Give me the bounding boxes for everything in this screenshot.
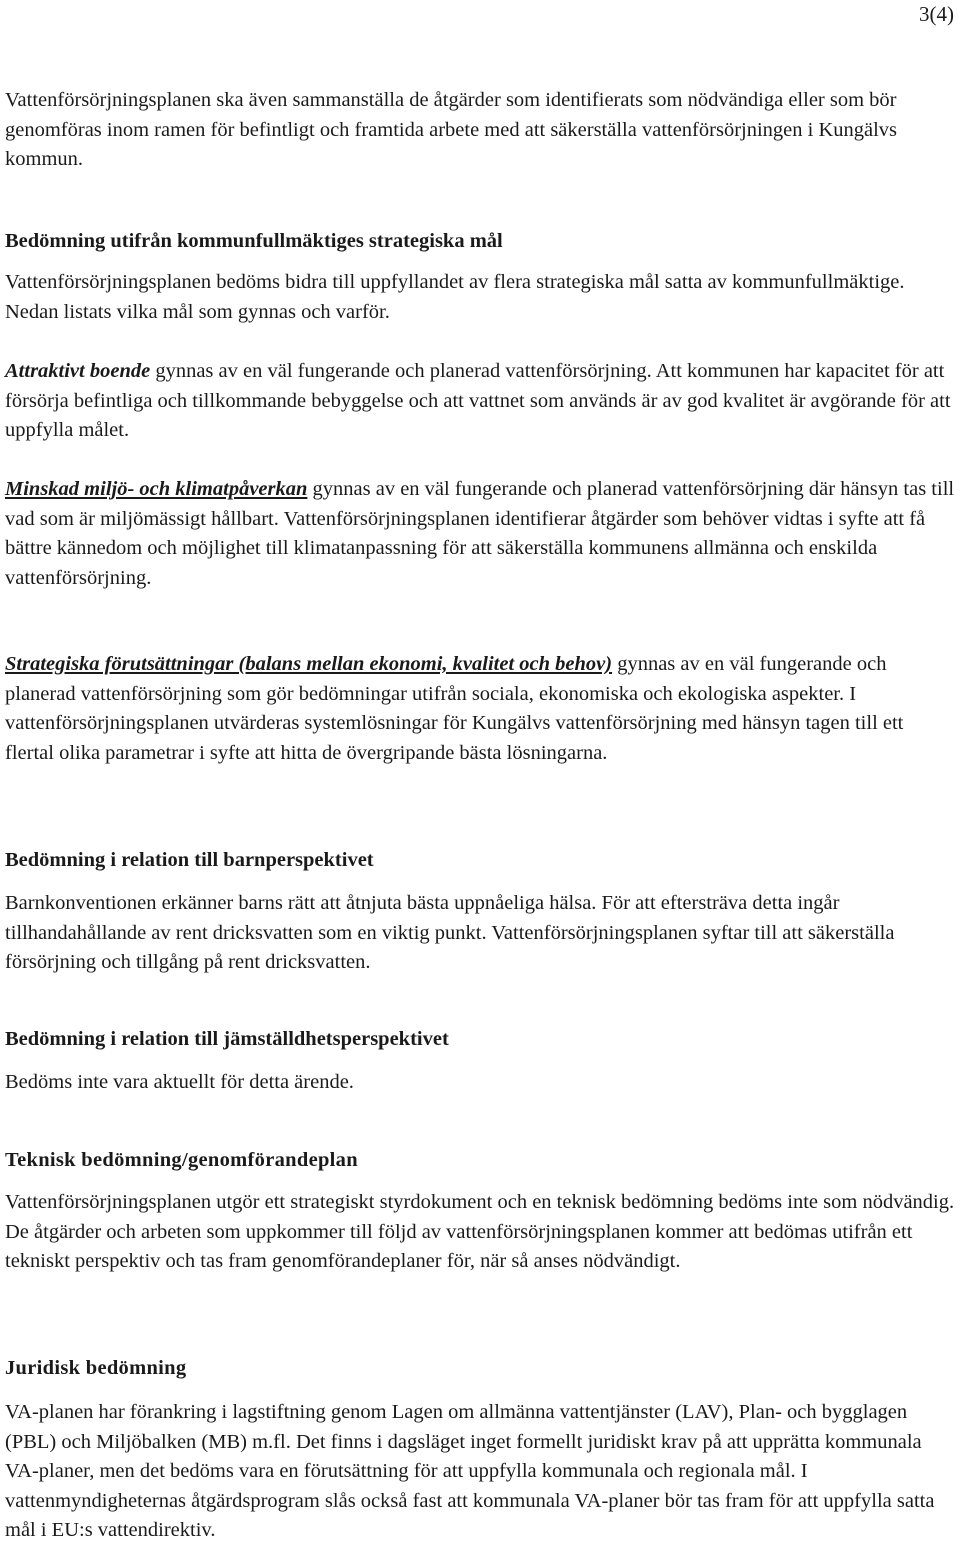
goal-strategiska-forutsattningar (5, 650, 957, 768)
jamstalldhet-paragraph: Bedöms inte vara aktuellt för detta ärende. (5, 1071, 354, 1093)
strategic-goals-paragraph: Vattenförsörjningsplanen bedöms bidra till uppfyllandet av flera strategiska mål satta av kommunfullmäktige. Nedan listats vilka mål som gynnas och varför. (5, 271, 905, 323)
barnperspektivet-paragraph: Barnkonventionen erkänner barns rätt att åtnjuta bästa uppnåeliga hälsa. För att eftersträva detta ingår tillhandahållande av rent dricksvatten som en viktig punkt. Vattenförsörjningsplanen syftar till att säkerställa försörjning och tillgång på rent dricksvatten. (5, 892, 895, 973)
page-number: 3(4) (919, 2, 954, 26)
goal-lead: Strategiska förutsättningar (balans mellan ekonomi, kvalitet och behov) (5, 653, 613, 675)
intro-paragraph: Vattenförsörjningsplanen ska även sammanställa de åtgärder som identifierats som nödvändiga eller som bör genomföras inom ramen för befintligt och framtida arbete med att säkerställa vattenförsörjningen i Kungälvs kommun. (5, 89, 898, 170)
heading-jamstalldhet: Bedömning i relation till jämställdhetsperspektivet (5, 1028, 449, 1050)
heading-teknisk-bedomning: Teknisk bedömning/genomförandeplan (5, 1149, 358, 1171)
juridisk-bedomning-paragraph: VA-planen har förankring i lagstiftning genom Lagen om allmänna vattentjänster (LAV), Plan- och bygglagen (PBL) och Miljöbalken (MB) m.fl. Det finns i dagsläget inget formellt juridiskt krav på att upprätta kommunala VA-planer, men det bedöms vara en förutsättning för att uppfylla kommunala och regionala mål. I vattenmyndigheternas åtgärdsprogram slås också fast att kommunala VA-planer bör tas fram för att uppfylla satta mål i EU:s vattendirektiv. (5, 1401, 935, 1541)
teknisk-bedomning-paragraph: Vattenförsörjningsplanen utgör ett strategiskt styrdokument och en teknisk bedömning bedöms inte som nödvändig. De åtgärder och arbeten som uppkommer till följd av vattenförsörjningsplanen kommer att bedömas utifrån ett tekniskt perspektiv och tas fram genomförandeplaner för, när så anses nödvändigt. (5, 1191, 955, 1272)
goal-lead: Minskad miljö- och klimatpåverkan (5, 478, 308, 500)
heading-barnperspektivet: Bedömning i relation till barnperspektivet (5, 849, 374, 871)
goal-text: gynnas av en väl fungerande och planerad vattenförsörjning som gör bedömningar utifrån sociala, ekonomiska och ekologiska aspekter. I vattenförsörjningsplanen utvärderas systemlösningar för Kungälvs vattenförsörjning med hänsyn tagen till ett flertal olika parametrar i syfte att hitta de övergripande bästa lösningarna. (5, 653, 904, 764)
goal-lead: Attraktivt boende (5, 360, 151, 382)
goal-text: gynnas av en väl fungerande och planerad vattenförsörjning där hänsyn tas till vad som är miljömässigt hållbart. Vattenförsörjningsplanen identifierar åtgärder som behöver vidtas i syfte att få bättre kännedom och möjlighet till klimatanpassning för att säkerställa kommunens allmänna och enskilda vattenförsörjning. (5, 478, 955, 589)
heading-strategic-goals: Bedömning utifrån kommunfullmäktiges strategiska mål (5, 230, 503, 252)
goal-attraktivt-boende (5, 357, 957, 446)
goal-miljo-klimat (5, 475, 957, 593)
goal-text: gynnas av en väl fungerande och planerad vattenförsörjning. Att kommunen har kapacitet för att försörja befintliga och tillkommande bebyggelse och att vattnet som används är av god kvalitet är avgörande för att uppfylla målet. (5, 360, 951, 441)
heading-juridisk-bedomning: Juridisk bedömning (5, 1357, 187, 1379)
